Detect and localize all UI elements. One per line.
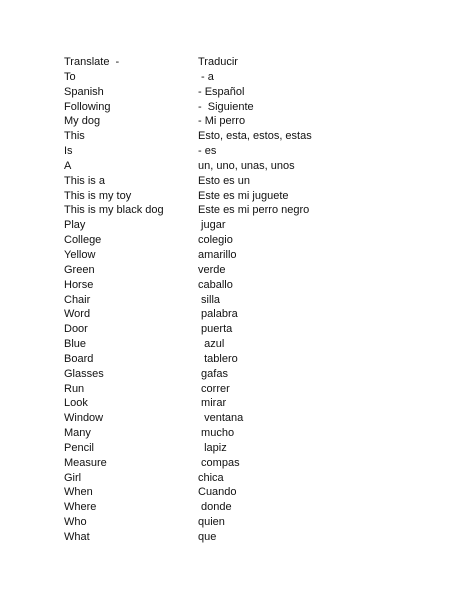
english-term: To	[64, 70, 76, 83]
spanish-translation: que	[198, 531, 217, 543]
vocab-row	[64, 307, 424, 322]
vocab-row	[64, 352, 424, 367]
english-term: Spanish	[64, 85, 104, 98]
vocab-row	[64, 189, 424, 204]
spanish-translation: lapiz	[198, 441, 227, 454]
vocab-row	[64, 233, 424, 248]
spanish-translation: Esto es un	[198, 174, 250, 187]
vocab-row	[64, 203, 424, 218]
english-term: Chair	[64, 293, 91, 306]
spanish-translation: tablero	[198, 352, 238, 365]
vocabulary-list	[64, 55, 424, 545]
english-term: This is my toy	[64, 189, 132, 202]
english-term: Many	[64, 427, 91, 440]
english-term: College	[64, 234, 102, 247]
english-term: Who	[64, 516, 87, 529]
english-term: Word	[64, 308, 91, 321]
spanish-translation: - es	[198, 145, 217, 158]
spanish-translation: Esto, esta, estos, estas	[198, 130, 312, 143]
vocab-row	[64, 382, 424, 397]
spanish-translation: compas	[198, 456, 240, 469]
spanish-translation: un, uno, unas, unos	[198, 159, 295, 172]
spanish-translation: - Español	[198, 85, 245, 98]
spanish-translation: mirar	[198, 397, 227, 410]
english-term: Blue	[64, 338, 87, 351]
vocab-row	[64, 218, 424, 233]
vocab-row	[64, 263, 424, 278]
vocab-row	[64, 471, 424, 486]
english-term: This is my black dog	[64, 204, 164, 217]
vocab-row	[64, 100, 424, 115]
spanish-translation: mucho	[198, 427, 235, 440]
english-term: Translate -	[64, 56, 120, 68]
vocab-row	[64, 367, 424, 382]
vocab-row	[64, 293, 424, 308]
english-term: A	[64, 159, 72, 172]
vocab-row	[64, 174, 424, 189]
english-term: Glasses	[64, 367, 104, 380]
english-term: Girl	[64, 471, 82, 484]
vocab-row	[64, 426, 424, 441]
english-term: This is a	[64, 174, 105, 187]
spanish-translation: gafas	[198, 367, 228, 380]
english-term: Green	[64, 263, 95, 276]
spanish-translation: palabra	[198, 308, 238, 321]
spanish-translation: puerta	[198, 323, 233, 336]
english-term: Play	[64, 219, 86, 232]
spanish-translation: donde	[198, 501, 232, 514]
vocab-row	[64, 396, 424, 411]
english-term: Is	[64, 145, 73, 158]
vocab-row	[64, 129, 424, 144]
english-term: Run	[64, 382, 85, 395]
english-term: Following	[64, 100, 111, 113]
vocab-row	[64, 500, 424, 515]
vocab-row	[64, 411, 424, 426]
vocab-row	[64, 278, 424, 293]
spanish-translation: correr	[198, 382, 230, 395]
spanish-translation: - a	[198, 70, 214, 83]
spanish-translation: ventana	[198, 412, 244, 425]
english-term: What	[64, 531, 90, 543]
spanish-translation: - Mi perro	[198, 115, 246, 128]
english-term: My dog	[64, 115, 101, 128]
vocab-row	[64, 85, 424, 100]
vocab-row	[64, 114, 424, 129]
english-term: Pencil	[64, 441, 94, 454]
english-term: This	[64, 130, 85, 143]
spanish-translation: azul	[198, 338, 225, 351]
spanish-translation: jugar	[198, 219, 226, 232]
vocab-row	[64, 159, 424, 174]
english-term: When	[64, 486, 93, 499]
vocab-row	[64, 485, 424, 500]
spanish-translation: Cuando	[198, 486, 237, 499]
english-term: Look	[64, 397, 88, 410]
spanish-translation: - Siguiente	[198, 100, 254, 113]
english-term: Door	[64, 323, 88, 336]
spanish-translation: silla	[198, 293, 221, 306]
spanish-translation: Este es mi juguete	[198, 189, 289, 202]
vocab-row	[64, 55, 424, 70]
vocab-row	[64, 456, 424, 471]
english-term: Measure	[64, 456, 107, 469]
spanish-translation: verde	[198, 263, 226, 276]
spanish-translation: caballo	[198, 278, 233, 291]
english-term: Yellow	[64, 248, 96, 261]
spanish-translation: amarillo	[198, 248, 237, 261]
vocab-row	[64, 144, 424, 159]
vocab-row	[64, 322, 424, 337]
vocab-row	[64, 441, 424, 456]
english-term: Board	[64, 352, 94, 365]
spanish-translation: Traducir	[198, 56, 238, 68]
spanish-translation: Este es mi perro negro	[198, 204, 310, 217]
spanish-translation: quien	[198, 516, 225, 529]
vocab-row	[64, 337, 424, 352]
spanish-translation: chica	[198, 471, 224, 484]
english-term: Window	[64, 412, 104, 425]
vocab-row	[64, 248, 424, 263]
vocab-row	[64, 530, 424, 545]
vocab-row	[64, 70, 424, 85]
vocab-row	[64, 515, 424, 530]
english-term: Where	[64, 501, 97, 514]
spanish-translation: colegio	[198, 234, 233, 247]
english-term: Horse	[64, 278, 94, 291]
